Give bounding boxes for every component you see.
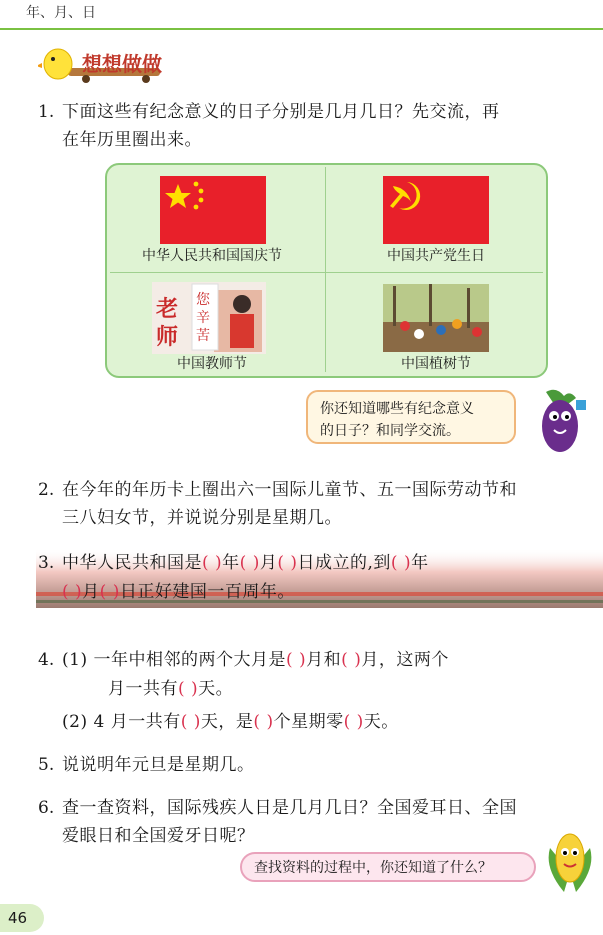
q3-text: 月	[259, 553, 278, 573]
q3-line2	[62, 578, 295, 606]
q4-text: 天。	[198, 679, 234, 699]
q3-text: 年	[222, 553, 240, 573]
q3-text: 月	[82, 582, 100, 602]
year-blank[interactable]: ( )	[202, 553, 223, 573]
q4-part-label: (2)	[62, 712, 88, 732]
q3-text: 日正好建国一百周年。	[119, 582, 295, 602]
q3-number: 3.	[38, 553, 55, 573]
header-rule	[0, 28, 603, 30]
q4-text: 4 月一共有	[93, 712, 181, 732]
q2-line2: 三八妇女节，并说说分别是星期几。	[62, 508, 342, 528]
bubble-line: 的日子？和同学交流。	[320, 423, 460, 439]
page-number: 46	[8, 909, 28, 927]
centennial-year-blank[interactable]: ( )	[390, 553, 412, 573]
centennial-day-blank[interactable]: ( )	[99, 582, 120, 602]
prc-flag-icon	[160, 176, 266, 244]
q4-part2	[62, 708, 399, 736]
section-title: 想想做做	[82, 52, 162, 76]
svg-text:辛: 辛	[196, 310, 210, 326]
svg-text:师: 师	[156, 324, 179, 350]
chapter-tab: 年、月、日	[14, 0, 108, 30]
q4-text: 月一共有	[108, 679, 178, 699]
q4-part1-line2	[108, 675, 233, 703]
month-blank[interactable]: ( )	[239, 553, 260, 573]
caption-national-day: 中华人民共和国国庆节	[142, 248, 282, 264]
q2-number: 2.	[38, 480, 55, 500]
q4-text: 一年中相邻的两个大月是	[93, 650, 286, 670]
q4-text: 月，这两个	[361, 650, 449, 670]
bubble-line: 你还知道哪些有纪念意义	[320, 401, 474, 417]
q6-line2: 爱眼日和全国爱牙日呢？	[62, 826, 255, 846]
tree-planting-photo	[383, 284, 489, 352]
q4-part1-line1	[62, 646, 449, 674]
caption-party-day: 中国共产党生日	[387, 248, 485, 264]
svg-text:老: 老	[156, 296, 179, 322]
caption-arbor-day: 中国植树节	[401, 356, 471, 372]
april-days-blank[interactable]: ( )	[180, 712, 201, 732]
big-month-blank-2[interactable]: ( )	[341, 650, 362, 670]
big-month-blank-1[interactable]: ( )	[286, 650, 307, 670]
svg-text:您: 您	[196, 292, 210, 308]
q3-text: 年	[411, 553, 429, 573]
q2-line1: 在今年的年历卡上圈出六一国际儿童节、五一国际劳动节和	[62, 480, 517, 500]
q3-text: 中华人民共和国是	[62, 553, 202, 573]
corn-mascot-icon	[540, 828, 600, 898]
q4-text: 天，是	[200, 712, 254, 732]
teachers-day-photo	[152, 282, 266, 354]
q4-text: 天。	[363, 712, 399, 732]
cpc-flag-icon	[383, 176, 489, 244]
q4-text: 月和	[306, 650, 342, 670]
q1-line2: 在年历里圈出来。	[62, 130, 202, 150]
q1-line1: 下面这些有纪念意义的日子分别是几月几日？先交流，再	[62, 102, 500, 122]
section-banner	[38, 42, 188, 92]
caption-teachers-day: 中国教师节	[177, 356, 247, 372]
q4-number: 4.	[38, 650, 55, 670]
total-days-blank[interactable]: ( )	[178, 679, 199, 699]
speech-bubble-research: 查找资料的过程中，你还知道了什么？	[240, 852, 536, 882]
q6-line1: 查一查资料，国际残疾人日是几月几日？全国爱耳日、全国	[62, 798, 517, 818]
centennial-month-blank[interactable]: ( )	[62, 582, 83, 602]
weeks-blank[interactable]: ( )	[253, 712, 274, 732]
q4-part-label: (1)	[62, 650, 88, 670]
q6-number: 6.	[38, 798, 55, 818]
panel-divider	[110, 272, 543, 273]
q3-text: 日成立的,到	[297, 553, 391, 573]
speech-bubble-prompt	[306, 390, 516, 444]
q5-text: 说说明年元旦是星期几。	[62, 755, 255, 775]
q3-line1	[62, 549, 429, 577]
q4-text: 个星期零	[273, 712, 344, 732]
day-blank[interactable]: ( )	[277, 553, 298, 573]
q5-number: 5.	[38, 755, 55, 775]
eggplant-mascot-icon	[528, 386, 592, 458]
q1-number: 1.	[38, 102, 55, 122]
extra-days-blank[interactable]: ( )	[343, 712, 364, 732]
panel-divider	[325, 167, 326, 372]
svg-text:苦: 苦	[196, 328, 210, 344]
